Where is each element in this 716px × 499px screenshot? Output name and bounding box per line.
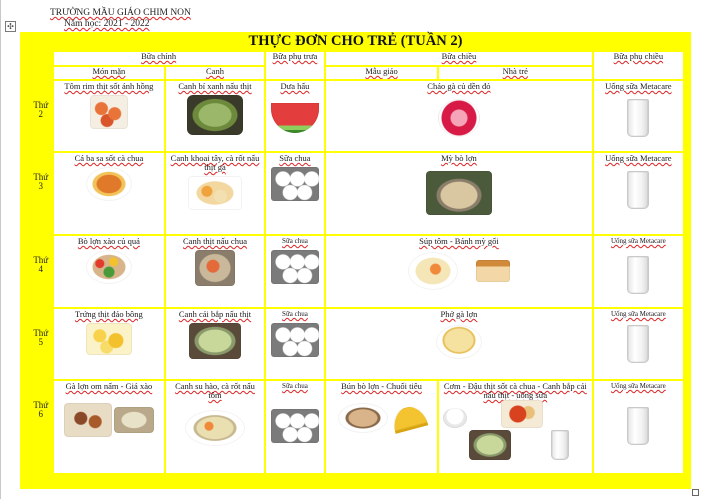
- dish-text: Canh bí xanh nấu thịt: [178, 81, 252, 91]
- cell-bua-phu-chieu[interactable]: [594, 153, 683, 234]
- yogurt-cups-image: [271, 409, 319, 443]
- shrimp-soup-image: [408, 252, 458, 290]
- cell-bua-chieu[interactable]: [326, 81, 592, 151]
- cabbage-soup-image: [469, 430, 511, 460]
- dish-text: Bò lợn xào củ quả: [77, 236, 140, 246]
- pho-bowl-image: [436, 325, 482, 359]
- dish-text: Uống sữa Metacare: [605, 153, 672, 163]
- cell-mau-giao[interactable]: [326, 381, 437, 473]
- dish-text: Mỳ bò lợn: [441, 153, 477, 163]
- menu-table-container: [20, 32, 691, 489]
- cell-canh[interactable]: [166, 381, 263, 473]
- header-mon-man: Món mặn: [54, 67, 165, 79]
- cabbage-soup-image: [189, 323, 241, 359]
- sour-soup-image: [195, 250, 235, 286]
- cell-bua-chieu[interactable]: [326, 236, 592, 307]
- yogurt-cups-image: [271, 167, 319, 201]
- cell-canh[interactable]: [166, 81, 263, 151]
- dish-text: Canh thịt nấu chua: [183, 236, 247, 246]
- table-row: [30, 81, 683, 151]
- milk-glass-image: [551, 430, 569, 460]
- dish-text: Dưa hấu: [280, 81, 310, 91]
- fish-tomato-image: [86, 167, 132, 201]
- cell-bua-phu-chieu[interactable]: [594, 236, 683, 307]
- cell-bua-chieu[interactable]: [326, 309, 592, 379]
- day-label: Thứ 3: [30, 153, 52, 234]
- dish-text: Cháo gà củ dền đỏ: [427, 81, 491, 91]
- watermelon-image: [271, 103, 319, 133]
- dish-text: Sữa chua: [282, 237, 308, 245]
- chicken-mushroom-image: [64, 403, 112, 437]
- bread-image: [476, 260, 510, 282]
- rice-bowl-image: [443, 408, 467, 428]
- table-move-handle-icon[interactable]: ✣: [5, 21, 16, 32]
- milk-glass-image: [627, 256, 649, 294]
- dish-text: Sữa chua: [282, 310, 308, 318]
- dish-text: Canh cải bắp nấu thịt: [178, 309, 252, 319]
- milk-glass-image: [627, 171, 649, 209]
- potato-soup-image: [188, 176, 242, 210]
- kohlrabi-soup-image: [185, 410, 245, 446]
- menu-title: THỰC ĐƠN CHO TRẺ (TUẦN 2): [248, 33, 463, 49]
- dish-text: Súp tôm - Bánh mỳ gối: [419, 236, 499, 246]
- dish-text: Cá ba sa sốt cà chua: [74, 153, 144, 163]
- cell-bua-phu-trua[interactable]: [266, 309, 324, 379]
- school-year: Năm học: 2021 - 2022: [64, 19, 150, 29]
- egg-pork-image: [86, 323, 132, 355]
- header-bua-chinh: Bữa chính: [54, 52, 264, 65]
- stir-fry-image: [86, 250, 132, 284]
- dish-text: Phở gà lợn: [440, 309, 478, 319]
- page-edge: [0, 0, 1, 499]
- header-bua-chieu: Bữa chiều: [326, 52, 592, 65]
- day-label: Thứ 2: [30, 81, 52, 151]
- header-bua-phu-trua: Bữa phụ trưa: [266, 52, 324, 79]
- header-nha-tre: Nhà trẻ: [439, 67, 592, 79]
- shrimp-dish-image: [90, 95, 128, 129]
- dish-text: Uống sữa Metacare: [605, 81, 672, 91]
- tofu-tomato-image: [501, 400, 543, 428]
- table-row: [30, 153, 683, 234]
- header-canh: Canh: [166, 67, 263, 79]
- cell-bua-phu-trua[interactable]: [266, 153, 324, 234]
- document-header: [50, 8, 191, 30]
- dish-text: Uống sữa Metacare: [611, 310, 666, 318]
- toddler-meal-images: [439, 400, 592, 462]
- day-label: Thứ 5: [30, 309, 52, 379]
- cell-nha-tre[interactable]: [439, 381, 592, 473]
- noodle-bowl-image: [426, 171, 492, 215]
- soup-bowl-image: [187, 95, 243, 135]
- dish-text: Sữa chua: [282, 382, 308, 390]
- bean-sprouts-image: [114, 407, 154, 433]
- yogurt-cups-image: [271, 323, 319, 357]
- cell-bua-phu-chieu[interactable]: [594, 81, 683, 151]
- cell-canh[interactable]: [166, 309, 263, 379]
- cell-mon-man[interactable]: [54, 236, 165, 307]
- table-row: [30, 381, 683, 473]
- day-label: Thứ 6: [30, 381, 52, 473]
- cell-canh[interactable]: [166, 153, 263, 234]
- dish-text: Tôm rim thịt sốt ánh hồng: [64, 81, 154, 91]
- dish-text: Gà lợn om nấm - Giá xào: [65, 381, 153, 391]
- noodle-soup-image: [338, 403, 388, 433]
- milk-glass-image: [627, 99, 649, 137]
- school-name: TRƯỜNG MẦU GIÁO CHIM NON: [50, 8, 191, 18]
- dish-text: Trứng thịt đảo bông: [74, 309, 143, 319]
- cell-mon-man[interactable]: [54, 81, 165, 151]
- cell-bua-phu-trua[interactable]: [266, 381, 324, 473]
- cell-bua-phu-chieu[interactable]: [594, 381, 683, 473]
- cell-mon-man[interactable]: [54, 309, 165, 379]
- cell-bua-phu-trua[interactable]: [266, 236, 324, 307]
- dish-text: Canh khoai tây, cà rốt nấu thịt gà: [170, 153, 260, 172]
- milk-glass-image: [627, 325, 649, 363]
- dish-text: Canh su hào, cà rốt nấu tôm: [175, 381, 255, 400]
- yogurt-cups-image: [271, 250, 319, 284]
- dish-text: Uống sữa Metacare: [611, 382, 666, 390]
- day-label: Thứ 4: [30, 236, 52, 307]
- table-row: [30, 236, 683, 307]
- cell-canh[interactable]: [166, 236, 263, 307]
- cell-bua-chieu[interactable]: [326, 153, 592, 234]
- header-mau-giao: Mẫu giáo: [326, 67, 437, 79]
- cell-mon-man[interactable]: [54, 381, 165, 473]
- dish-text: Sữa chua: [279, 153, 311, 163]
- cell-mon-man[interactable]: [54, 153, 165, 234]
- beet-porridge-image: [438, 99, 480, 137]
- cell-bua-phu-chieu[interactable]: [594, 309, 683, 379]
- header-bua-phu-chieu: Bữa phụ chiều: [594, 52, 683, 79]
- table-row: [30, 309, 683, 379]
- cell-bua-phu-trua[interactable]: [266, 81, 324, 151]
- resize-handle-icon[interactable]: [692, 489, 699, 496]
- banana-image: [389, 402, 428, 433]
- dish-text: Cơm - Đậu thịt sốt cà chua - Canh bắp cải nấu thịt - uống sữa: [443, 381, 587, 400]
- corner-cell: [30, 52, 52, 79]
- menu-table: [28, 50, 685, 475]
- dish-text: Bún bò lợn - Chuối tiêu: [341, 381, 422, 391]
- dish-text: Uống sữa Metacare: [611, 237, 666, 245]
- milk-glass-image: [627, 407, 649, 445]
